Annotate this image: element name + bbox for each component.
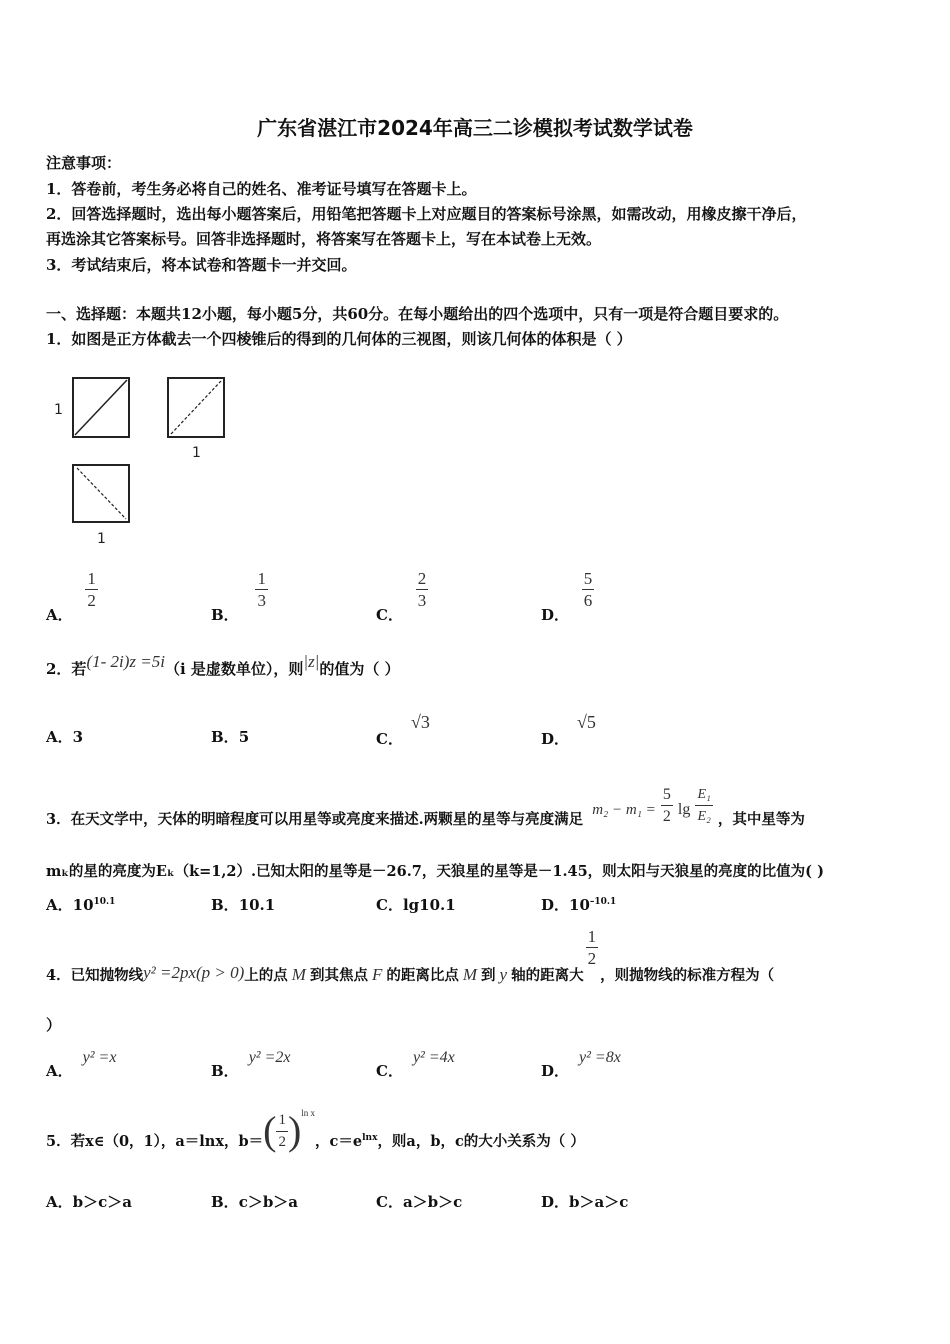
q2-stem: 2．若(1- 2i)z =5i（i 是虚数单位），则|z|的值为（ ） [46, 652, 400, 678]
side-view-diagonal-dashed [171, 381, 221, 434]
q1-stem: 1．如图是正方体截去一个四棱锥后的得到的几何体的三视图，则该几何体的体积是（ ） [46, 330, 632, 348]
q1-option-c: C． $\frac{2}{3}$ [376, 569, 427, 624]
top-view-diagonal-dashed [77, 468, 126, 519]
q4-stem: 4．已知抛物线y² =2px(p > 0)上的点 M 到其焦点 F 的距离比点 M 到 y 轴的距离大 $\frac{1}{2}$ ，则抛物线的标准方程为（ [46, 927, 775, 984]
q3-line1: 3．在天文学中，天体的明暗程度可以用星等或亮度来描述.两颗星的星等与亮度满足 m₂ − m₁ = $\frac{5}{2}$ lg $\frac{\text{E₁}}{\text{E₂}}$ ，其中星等为 [46, 786, 805, 828]
q4-option-d: D．y² =8x [541, 1049, 621, 1080]
three-view-figure [40, 360, 300, 560]
q5-option-c: C．a＞b＞c [376, 1193, 463, 1211]
q4-option-b: B．y² =2x [211, 1049, 291, 1080]
top-view-label: 1 [97, 531, 106, 547]
note-item-2-cont: 再选涂其它答案标号。回答非选择题时，将答案写在答题卡上，写在本试卷上无效。 [46, 230, 602, 248]
q4-stem-close: ） [46, 1016, 62, 1034]
q4-option-c: C．y² =4x [376, 1049, 455, 1080]
q5-option-b: B．c＞b＞a [211, 1193, 299, 1211]
note-item-1: 1．答卷前，考生务必将自己的姓名、准考证号填写在答题卡上。 [46, 180, 477, 198]
q3-option-c: C．lg10.1 [376, 896, 456, 914]
q2-option-c: C．√3 [376, 712, 430, 748]
section-heading: 一、选择题：本题共12小题，每小题5分，共60分。在每小题给出的四个选项中，只有一项是符合题目要求的。 [46, 305, 789, 323]
q1-option-d: D． $\frac{5}{6}$ [541, 569, 593, 624]
q3-option-b: B．10.1 [211, 896, 276, 914]
front-view-diagonal [75, 380, 127, 435]
notes-heading: 注意事项： [46, 154, 122, 172]
q1-option-a: A． $\frac{1}{2}$ [46, 569, 96, 624]
q4-option-a: A．y² =x [46, 1049, 117, 1080]
q3-option-d: D．$10^{-10.1}$ [541, 896, 617, 914]
q5-option-a: A．b＞c＞a [46, 1193, 132, 1211]
note-item-2: 2．回答选择题时，选出每小题答案后，用铅笔把答题卡上对应题目的答案标号涂黑，如需改动，用橡皮擦干净后， [46, 205, 807, 223]
q2-option-b: B．5 [211, 728, 250, 746]
side-view-label: 1 [192, 445, 201, 461]
q1-option-b: B． $\frac{1}{3}$ [211, 569, 266, 624]
page-title: 广东省湛江市2024年高三二诊模拟考试数学试卷 [257, 116, 693, 140]
q3-line2: mₖ的星的亮度为Eₖ（k=1,2）.已知太阳的星等是－26.7，天狼星的星等是－1.45，则太阳与天狼星的亮度的比值为( ) [46, 863, 824, 880]
q2-modulus: |z| [303, 652, 320, 671]
q2-equation: (1- 2i)z =5i [86, 652, 165, 671]
q2-option-d: D．√5 [541, 712, 596, 748]
note-item-3: 3．考试结束后，将本试卷和答题卡一并交回。 [46, 256, 357, 274]
q2-option-a: A．3 [46, 728, 84, 746]
q3-option-a: A．$10^{10.1}$ [46, 896, 116, 914]
q5-option-d: D．b＞a＞c [541, 1193, 629, 1211]
q5-stem: 5．若x∈（0，1），a＝lnx，b＝ ( $\frac{1}{2}$ ) $^{ln x}$ ，$c=e^{lnx}$，则a，b，c的大小关系为（ ） [46, 1108, 585, 1153]
front-view-label: 1 [54, 402, 63, 418]
